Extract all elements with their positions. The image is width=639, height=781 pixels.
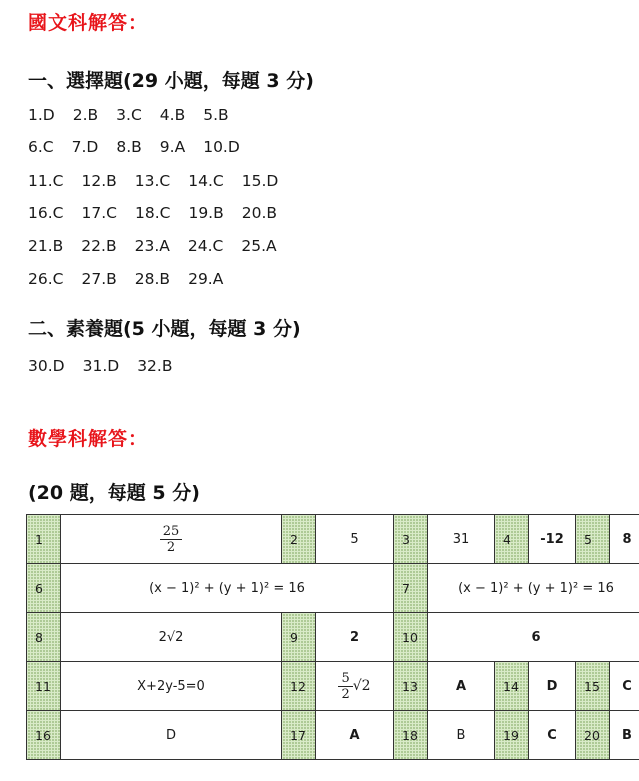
answer-row <box>28 237 295 255</box>
table-row <box>27 515 639 564</box>
numerator: 5 <box>338 671 352 687</box>
question-number: 17 <box>282 711 316 760</box>
answer: 31.D <box>82 357 120 375</box>
question-number: 10 <box>394 613 428 662</box>
chinese-title: 國文科解答： <box>28 12 149 34</box>
answer-cell: -12 <box>529 515 576 564</box>
answer-row <box>28 106 247 124</box>
question-number: 14 <box>495 662 529 711</box>
question-number: 5 <box>576 515 610 564</box>
answer-cell: D <box>61 711 282 760</box>
question-number: 19 <box>495 711 529 760</box>
answer: 30.D <box>28 357 65 375</box>
answer-cell: D <box>529 662 576 711</box>
answer: 2.B <box>72 106 99 124</box>
answer: 3.C <box>116 106 142 124</box>
answer-cell: 8 <box>610 515 639 564</box>
answer: 6.C <box>28 138 54 156</box>
answer: 26.C <box>28 270 64 288</box>
answer: 14.C <box>188 172 224 190</box>
question-number: 18 <box>394 711 428 760</box>
table-row <box>27 564 639 613</box>
answer-cell: A <box>316 711 394 760</box>
answer-cell: A <box>428 662 495 711</box>
question-number: 4 <box>495 515 529 564</box>
answer-cell: B <box>610 711 639 760</box>
question-number: 12 <box>282 662 316 711</box>
answer-cell: (x − 1)² + (y + 1)² = 16 <box>61 564 394 613</box>
answer: 9.A <box>159 138 186 156</box>
question-number: 6 <box>27 564 61 613</box>
question-number: 15 <box>576 662 610 711</box>
answer: 27.B <box>81 270 117 288</box>
fraction <box>160 524 183 555</box>
answer: 15.D <box>241 172 279 190</box>
answer-cell: 31 <box>428 515 495 564</box>
answer: 28.B <box>134 270 171 288</box>
answer-cell <box>61 515 282 564</box>
answer: 12.B <box>81 172 117 190</box>
answer-cell: B <box>428 711 495 760</box>
answer: 22.B <box>81 237 117 255</box>
question-number: 16 <box>27 711 61 760</box>
question-number: 2 <box>282 515 316 564</box>
math-title: 數學科解答： <box>28 428 149 450</box>
answer-cell: (x − 1)² + (y + 1)² = 16 <box>428 564 639 613</box>
math-subtitle: (20 題，每題 5 分) <box>28 482 200 504</box>
answer-row <box>28 270 241 288</box>
answer-cell: X+2y-5=0 <box>61 662 282 711</box>
chinese-section1-title: 一、選擇題(29 小題，每題 3 分) <box>28 70 314 92</box>
math-answer-table <box>26 514 639 760</box>
answer: 25.A <box>241 237 277 255</box>
answer-cell: 6 <box>428 613 639 662</box>
denominator: 2 <box>341 686 350 702</box>
answer-cell <box>316 662 394 711</box>
answer-cell: C <box>529 711 576 760</box>
answer-row <box>28 138 258 156</box>
numerator: 25 <box>160 524 183 540</box>
answer: 7.D <box>71 138 99 156</box>
question-number: 1 <box>27 515 61 564</box>
fraction <box>338 671 352 702</box>
question-number: 13 <box>394 662 428 711</box>
answer-row <box>28 204 295 222</box>
answer: 13.C <box>134 172 171 190</box>
table-row <box>27 613 639 662</box>
answer: 5.B <box>203 106 229 124</box>
denominator: 2 <box>166 539 176 555</box>
answer: 8.B <box>116 138 142 156</box>
answer-row <box>28 357 190 375</box>
answer: 21.B <box>28 237 64 255</box>
answer: 24.C <box>187 237 224 255</box>
answer: 4.B <box>159 106 186 124</box>
answer-cell: 2 <box>316 613 394 662</box>
answer: 23.A <box>134 237 170 255</box>
answer: 32.B <box>137 357 173 375</box>
radical: √2 <box>352 677 371 694</box>
answer: 1.D <box>28 106 55 124</box>
answer-row <box>28 172 296 190</box>
question-number: 9 <box>282 613 316 662</box>
answer: 18.C <box>134 204 171 222</box>
answer: 10.D <box>203 138 240 156</box>
question-number: 20 <box>576 711 610 760</box>
answer: 29.A <box>188 270 224 288</box>
answer: 19.B <box>188 204 224 222</box>
table-row <box>27 662 639 711</box>
question-number: 8 <box>27 613 61 662</box>
question-number: 11 <box>27 662 61 711</box>
answer-cell: 2√2 <box>61 613 282 662</box>
table-row <box>27 711 639 760</box>
answer: 11.C <box>28 172 64 190</box>
question-number: 7 <box>394 564 428 613</box>
answer: 20.B <box>241 204 278 222</box>
answer-cell: 5 <box>316 515 394 564</box>
answer: 16.C <box>28 204 64 222</box>
chinese-section2-title: 二、素養題(5 小題，每題 3 分) <box>28 318 301 340</box>
answer-cell: C <box>610 662 639 711</box>
answer: 17.C <box>81 204 117 222</box>
question-number: 3 <box>394 515 428 564</box>
